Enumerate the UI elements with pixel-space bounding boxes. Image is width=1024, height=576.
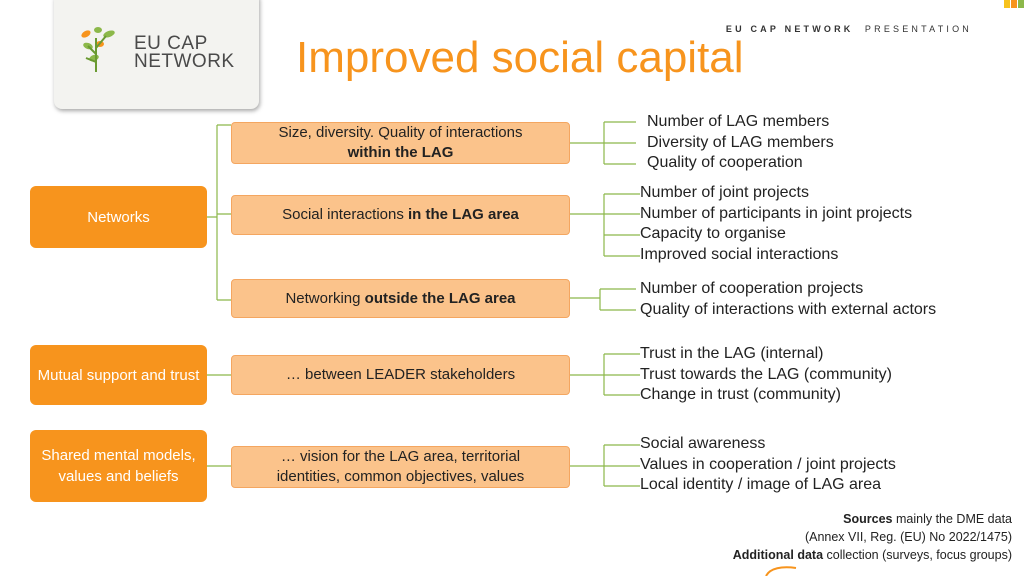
sub-box-vision: … vision for the LAG area, territorial identities, common objectives, values (231, 446, 570, 488)
indicator-group-4 (640, 344, 892, 406)
bracket-4 (570, 354, 640, 395)
indicator-item: Trust towards the LAG (community) (640, 365, 892, 383)
logo-line-1: EU CAP (134, 33, 208, 54)
indicator-item: Trust in the LAG (internal) (640, 345, 824, 362)
bracket-5 (570, 445, 640, 486)
sources-note: Sources mainly the DME data (Annex VII, Reg. (EU) No 2022/1475) Additional data collection (surveys, focus groups) (732, 512, 1012, 562)
category-shared-mental-models: Shared mental models, values and beliefs (30, 430, 207, 502)
category-brackets (207, 125, 231, 466)
indicator-item: Improved social interactions (640, 245, 839, 263)
bracket-1 (570, 122, 636, 164)
sub-box-outside-lag: Networking outside the LAG area (231, 279, 570, 318)
sub-box-leader-stakeholders: … between LEADER stakeholders (231, 355, 570, 395)
logo-tree-icon (78, 24, 118, 74)
indicator-item: Values in cooperation / joint projects (640, 455, 896, 473)
indicator-item: Local identity / image of LAG area (640, 476, 882, 493)
category-mutual-support: Mutual support and trust (30, 345, 207, 405)
bracket-3 (570, 289, 636, 310)
indicator-item: Number of cooperation projects (640, 280, 864, 297)
page-title: Improved social capital (296, 33, 744, 82)
indicator-brackets (570, 122, 640, 486)
header-brand: EU CAP NETWORK PRESENTATION (725, 24, 972, 34)
sub-box-lag-area: Social interactions in the LAG area (231, 195, 570, 235)
logo-card (54, 0, 259, 109)
footer-swirl-icon (764, 564, 800, 576)
indicator-item: Number of joint projects (640, 184, 809, 201)
indicator-group-3 (640, 279, 936, 320)
indicator-group-1 (647, 112, 834, 174)
indicator-item: Number of participants in joint projects (640, 204, 913, 222)
indicator-group-5 (640, 434, 896, 496)
sub-box-within-lag: Size, diversity. Quality of interactions within the LAG (231, 122, 570, 164)
indicator-item: Quality of interactions with external actors (640, 300, 937, 318)
bracket-2 (570, 194, 640, 256)
indicator-group-2 (640, 183, 912, 265)
indicator-item: Number of LAG members (647, 113, 830, 130)
logo-line-2: NETWORK (134, 51, 235, 72)
corner-accent-icon (1004, 0, 1024, 8)
indicator-item: Change in trust (community) (640, 386, 841, 403)
indicator-item: Social awareness (640, 435, 766, 452)
indicator-item: Capacity to organise (640, 225, 786, 242)
networks-bracket (207, 125, 231, 300)
indicator-item: Quality of cooperation (647, 154, 803, 171)
indicator-item: Diversity of LAG members (647, 133, 834, 151)
category-networks: Networks (30, 186, 207, 248)
